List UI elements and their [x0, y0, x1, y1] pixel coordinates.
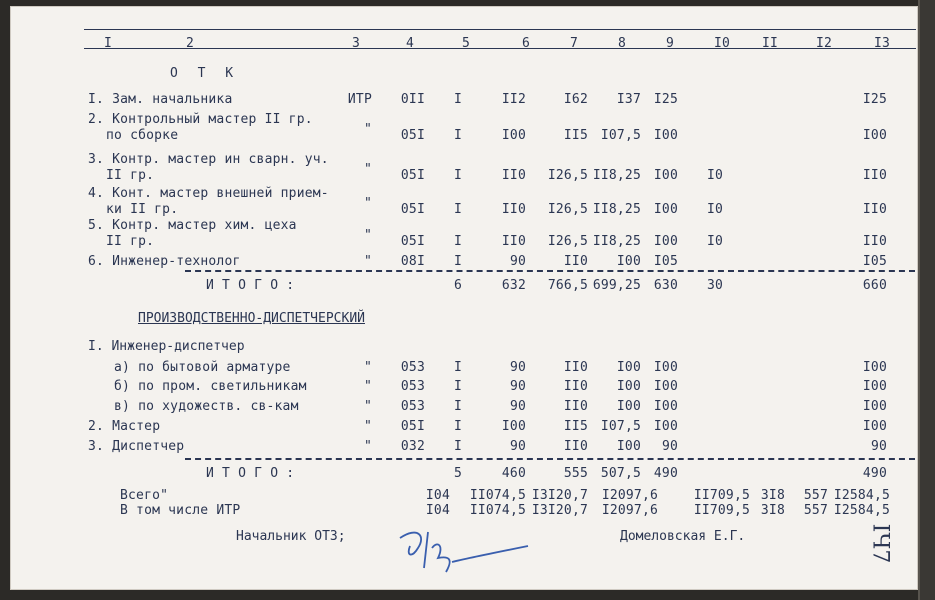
- dispatch-row-c6: I00: [501, 419, 526, 434]
- column-number-13: I3: [874, 36, 891, 51]
- dispatch-row-c9: I00: [653, 379, 678, 394]
- otk-row-c7: I62: [563, 92, 588, 107]
- grand-total-c9: II709,5: [693, 488, 750, 503]
- dispatch-row-c8: I00: [616, 399, 641, 414]
- otk-row-c9: I00: [653, 234, 678, 249]
- otk-row-name: 6. Инженер-технолог: [88, 254, 241, 269]
- dispatch-row-c4: 032: [400, 439, 425, 454]
- column-number-12: I2: [816, 36, 833, 51]
- dispatch-row-c3: ": [363, 360, 372, 375]
- dispatch-row-c5: I: [453, 360, 462, 375]
- dispatch-row-c5: I: [453, 399, 462, 414]
- column-number-2: 2: [186, 36, 195, 51]
- dispatch-row-c7: II0: [563, 399, 588, 414]
- grand-total-c6: II074,5: [469, 488, 526, 503]
- otk-row-c3: ": [363, 196, 372, 211]
- grand-total-c11: 557: [803, 488, 828, 503]
- otk-total-dashline: [185, 270, 915, 272]
- dispatch-row-c8: I00: [616, 360, 641, 375]
- dispatch-row-c13: 90: [870, 439, 887, 454]
- dispatch-row-name: в) по художеств. св-кам: [114, 399, 299, 414]
- dispatch-row-c7: II5: [563, 419, 588, 434]
- otk-row-c13: I05: [862, 254, 887, 269]
- otk-row-c5: I: [453, 254, 462, 269]
- grand-total-c13: I2584,5: [833, 488, 890, 503]
- otk-row-c6: II0: [501, 202, 526, 217]
- otk-row-c13: I00: [862, 128, 887, 143]
- otk-row-c8: II8,25: [592, 202, 641, 217]
- dispatch-row-c13: I00: [862, 360, 887, 375]
- signatory-name: Домеловская Е.Г.: [620, 529, 746, 544]
- column-number-11: II: [762, 36, 779, 51]
- otk-row-name: 5. Контр. мастер хим. цеха: [88, 218, 297, 233]
- dispatch-total-c8: 507,5: [600, 466, 641, 481]
- dispatch-row-c4: 053: [400, 360, 425, 375]
- otk-row-name: 2. Контрольный мастер II гр.: [88, 112, 313, 127]
- dispatch-row-c3: ": [363, 439, 372, 454]
- page-number-mark: IЧ7: [867, 523, 893, 564]
- otk-row-c3: ": [363, 122, 372, 137]
- grand-total-c8: I2097,6: [601, 503, 658, 518]
- otk-row-c7: II5: [563, 128, 588, 143]
- grand-total-c6: II074,5: [469, 503, 526, 518]
- dispatch-row-c3: ": [363, 419, 372, 434]
- otk-row-c4: 05I: [400, 234, 425, 249]
- signature: [388, 518, 538, 578]
- otk-total-c7: 766,5: [547, 278, 588, 293]
- dispatch-total-c6: 460: [501, 466, 526, 481]
- dispatch-row-c9: 90: [661, 439, 678, 454]
- grand-total-c7: I3I20,7: [531, 503, 588, 518]
- grand-total-label: В том числе ИТР: [120, 503, 241, 518]
- otk-row-c6: II2: [501, 92, 526, 107]
- otk-row-c5: I: [453, 234, 462, 249]
- dispatch-row-c8: I00: [616, 439, 641, 454]
- otk-row-c13: II0: [862, 234, 887, 249]
- otk-total-label: И Т О Г О :: [206, 278, 295, 293]
- otk-row-c8: I00: [616, 254, 641, 269]
- otk-row-c13: I25: [862, 92, 887, 107]
- otk-total-c6: 632: [501, 278, 526, 293]
- otk-row-c4: 08I: [400, 254, 425, 269]
- header-bottom-line: [84, 48, 916, 49]
- dispatch-row-c8: I00: [616, 379, 641, 394]
- otk-row-c5: I: [453, 202, 462, 217]
- otk-row-c7: II0: [563, 254, 588, 269]
- header-top-line: [84, 29, 916, 30]
- otk-row-c4: 05I: [400, 202, 425, 217]
- dispatch-row-c5: I: [453, 419, 462, 434]
- dispatch-row-c5: I: [453, 379, 462, 394]
- otk-row-c13: II0: [862, 202, 887, 217]
- dispatch-row-c13: I00: [862, 399, 887, 414]
- otk-row-name: по сборке: [106, 128, 179, 143]
- otk-row-c8: I07,5: [600, 128, 641, 143]
- dispatch-row-name: 3. Диспетчер: [88, 439, 185, 454]
- dispatch-row-c13: I00: [862, 419, 887, 434]
- dispatch-row-c9: I00: [653, 360, 678, 375]
- dispatch-row-c9: I00: [653, 399, 678, 414]
- otk-row-c10: I0: [706, 168, 723, 183]
- grand-total-c11: 557: [803, 503, 828, 518]
- otk-row-c9: I25: [653, 92, 678, 107]
- otk-row-c8: I37: [616, 92, 641, 107]
- dispatch-row-c9: I00: [653, 419, 678, 434]
- grand-total-c9: II709,5: [693, 503, 750, 518]
- otk-row-c13: II0: [862, 168, 887, 183]
- dispatch-total-c5: 5: [453, 466, 462, 481]
- dispatch-row-c7: II0: [563, 439, 588, 454]
- column-number-1: I: [104, 36, 113, 51]
- otk-row-c10: I0: [706, 202, 723, 217]
- otk-row-name: I. Зам. начальника: [88, 92, 233, 107]
- dispatch-row-c8: I07,5: [600, 419, 641, 434]
- otk-row-c9: I00: [653, 202, 678, 217]
- column-number-6: 6: [522, 36, 531, 51]
- otk-row-c5: I: [453, 92, 462, 107]
- dispatch-row-c4: 053: [400, 399, 425, 414]
- dispatch-total-label: И Т О Г О :: [206, 466, 295, 481]
- dispatch-group-heading: I. Инженер-диспетчер: [88, 339, 245, 354]
- otk-row-c9: I00: [653, 168, 678, 183]
- dispatch-row-name: а) по бытовой арматуре: [114, 360, 291, 375]
- column-number-5: 5: [462, 36, 471, 51]
- otk-row-c9: I00: [653, 128, 678, 143]
- grand-total-c10: 3I8: [760, 503, 785, 518]
- otk-row-c6: II0: [501, 168, 526, 183]
- dispatch-row-name: 2. Мастер: [88, 419, 161, 434]
- dispatch-row-c6: 90: [509, 439, 526, 454]
- otk-total-c8: 699,25: [592, 278, 641, 293]
- column-number-8: 8: [618, 36, 627, 51]
- binding-edge: [918, 0, 935, 600]
- otk-row-name: 3. Контр. мастер ин сварн. уч.: [88, 152, 329, 167]
- dispatch-row-c4: 053: [400, 379, 425, 394]
- otk-row-name: 4. Конт. мастер внешней прием-: [88, 186, 329, 201]
- dispatch-total-c9: 490: [653, 466, 678, 481]
- otk-row-c7: I26,5: [547, 168, 588, 183]
- otk-row-c5: I: [453, 128, 462, 143]
- grand-total-c7: I3I20,7: [531, 488, 588, 503]
- otk-total-c5: 6: [453, 278, 462, 293]
- dispatch-row-c4: 05I: [400, 419, 425, 434]
- dispatch-total-c7: 555: [563, 466, 588, 481]
- otk-row-c6: I00: [501, 128, 526, 143]
- dispatch-row-c7: II0: [563, 360, 588, 375]
- otk-row-c6: 90: [509, 254, 526, 269]
- otk-row-c7: I26,5: [547, 234, 588, 249]
- section-title-dispatch: ПРОИЗВОДСТВЕННО-ДИСПЕТЧЕРСКИЙ: [138, 311, 365, 326]
- dispatch-row-c3: ": [363, 399, 372, 414]
- otk-row-c3: ": [363, 228, 372, 243]
- otk-row-name: II гр.: [106, 234, 155, 249]
- column-number-7: 7: [570, 36, 579, 51]
- dispatch-row-c5: I: [453, 439, 462, 454]
- dispatch-total-c13: 490: [862, 466, 887, 481]
- grand-total-c10: 3I8: [760, 488, 785, 503]
- dispatch-total-dashline: [185, 458, 915, 460]
- dispatch-row-c6: 90: [509, 360, 526, 375]
- column-number-9: 9: [666, 36, 675, 51]
- otk-row-c4: 0II: [400, 92, 425, 107]
- otk-row-c4: 05I: [400, 168, 425, 183]
- column-number-4: 4: [406, 36, 415, 51]
- dispatch-row-c6: 90: [509, 379, 526, 394]
- column-number-3: 3: [352, 36, 361, 51]
- otk-row-name: II гр.: [106, 168, 155, 183]
- dispatch-row-c3: ": [363, 379, 372, 394]
- grand-total-c5: I04: [425, 488, 450, 503]
- dispatch-row-c7: II0: [563, 379, 588, 394]
- grand-total-c13: I2584,5: [833, 503, 890, 518]
- grand-total-c8: I2097,6: [601, 488, 658, 503]
- otk-row-c8: II8,25: [592, 234, 641, 249]
- grand-total-c5: I04: [425, 503, 450, 518]
- otk-total-c9: 630: [653, 278, 678, 293]
- otk-total-c13: 660: [862, 278, 887, 293]
- grand-total-label: Всего": [120, 488, 169, 503]
- otk-row-c6: II0: [501, 234, 526, 249]
- otk-row-c5: I: [453, 168, 462, 183]
- otk-row-name: ки II гр.: [106, 202, 179, 217]
- document-page: [10, 6, 918, 590]
- otk-row-c3: ИТР: [347, 92, 372, 107]
- otk-row-c8: II8,25: [592, 168, 641, 183]
- otk-row-c4: 05I: [400, 128, 425, 143]
- otk-row-c3: ": [363, 162, 372, 177]
- otk-row-c3: ": [363, 254, 372, 269]
- dispatch-row-c6: 90: [509, 399, 526, 414]
- dispatch-row-c13: I00: [862, 379, 887, 394]
- otk-row-c9: I05: [653, 254, 678, 269]
- column-number-10: I0: [714, 36, 731, 51]
- chief-label: Начальник ОТЗ;: [236, 529, 346, 544]
- dispatch-row-name: б) по пром. светильникам: [114, 379, 307, 394]
- otk-total-c10: 30: [706, 278, 723, 293]
- otk-row-c10: I0: [706, 234, 723, 249]
- otk-row-c7: I26,5: [547, 202, 588, 217]
- section-title-otk: О Т К: [170, 66, 240, 81]
